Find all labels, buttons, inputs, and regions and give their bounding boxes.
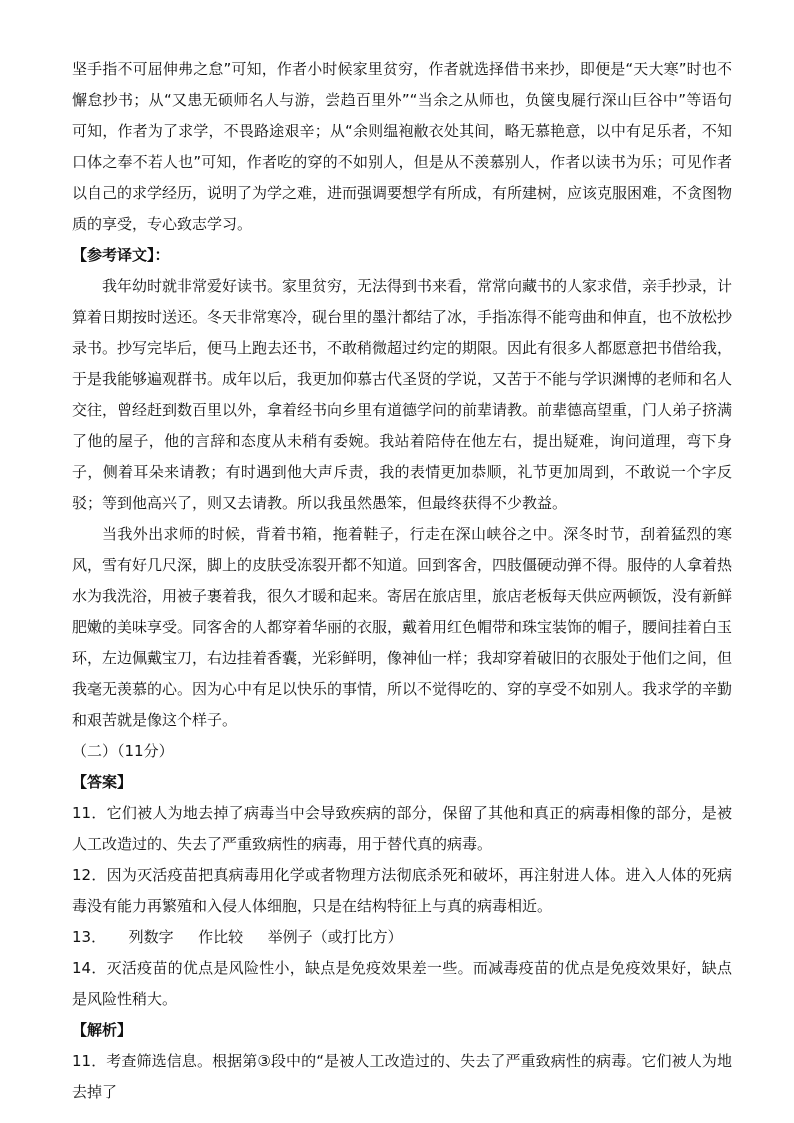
answer-14: 14．灭活疫苗的优点是风险性小，缺点是免疫效果差一些。而减毒疫苗的优点是免疫效果好，缺点是风险性稍大。 [72,959,732,1008]
translation-paragraph-1: 我年幼时就非常爱好读书。家里贫穷，无法得到书来看，常常向藏书的人家求借，亲手抄录，计算着日期按时送还。冬天非常寒冷，砚台里的墨汁都结了冰，手指冻得不能弯曲和伸直，也不放松抄录书。抄写完毕后，便马上跑去还书，不敢稍微超过约定的期限。因此有很多人都愿意把书借给我，于是我能够遍观群书。成年以后，我更加仰慕古代圣贤的学说，又苦于不能与学识渊博的老师和名人交往，曾经赶到数百里以外，拿着经书向乡里有道德学问的前辈请教。前辈德高望重，门人弟子挤满了他的屋子，他的言辞和态度从未稍有委婉。我站着陪侍在他左右，提出疑难，询问道理，弯下身子，侧着耳朵来请教；有时遇到他大声斥责，我的表情更加恭顺，礼节更加周到，不敢说一个字反驳；等到他高兴了，则又去请教。所以我虽然愚笨，但最终获得不少教益。 [72,277,733,512]
analysis-11: 11．考查筛选信息。根据第③段中的“是被人工改造过的、失去了严重致病性的病毒。它们被人为地去掉了 [72,1052,732,1101]
section-two-title: （二）（11分） [72,742,174,760]
answer-12: 12．因为灭活疫苗把真病毒用化学或者物理方法彻底杀死和破坏，再注射进人体。进入人体的死病毒没有能力再繁殖和入侵人体细胞，只是在结构特征上与真的病毒相近。 [72,866,732,915]
answer-11: 11．它们被人为地去掉了病毒当中会导致疾病的部分，保留了其他和真正的病毒相像的部分，是被人工改造过的、失去了严重致病性的病毒，用于替代真的病毒。 [72,804,732,853]
document-page [72,54,732,1108]
translation-paragraph-2: 当我外出求师的时候，背着书箱，拖着鞋子，行走在深山峡谷之中。深冬时节，刮着猛烈的寒风，雪有好几尺深，脚上的皮肤受冻裂开都不知道。回到客舍，四肢僵硬动弹不得。服侍的人拿着热水为我洗浴，用被子裹着我，很久才暖和起来。寄居在旅店里，旅店老板每天供应两顿饭，没有新鲜肥嫩的美味享受。同客舍的人都穿着华丽的衣服，戴着用红色帽带和珠宝装饰的帽子，腰间挂着白玉环，左边佩戴宝刀，右边挂着香囊，光彩鲜明，像神仙一样；我却穿着破旧的衣服处于他们之间，但我毫无羡慕的心。因为心中有足以快乐的事情，所以不觉得吃的、穿的享受不如别人。我求学的辛勤和艰苦就是像这个样子。 [72,525,733,729]
answer-13: 13． 列数字 作比较 举例子（或打比方） [72,928,403,946]
analysis-heading: 【解析】 [72,1021,133,1039]
translation-heading: 【参考译文】： [72,246,170,264]
intro-paragraph: 坚手指不可屈伸弗之怠”可知，作者小时候家里贫穷，作者就选择借书来抄，即便是“天大寒”时也不懈怠抄书；从“又患无硕师名人与游，尝趋百里外”“当余之从师也，负箧曳屣行深山巨谷中”等语句可知，作者为了求学，不畏路途艰辛；从“余则缊袍敝衣处其间，略无慕艳意，以中有足乐者，不知口体之奉不若人也”可知，作者吃的穿的不如别人，但是从不羡慕别人，作者以读书为乐；可见作者以自己的求学经历，说明了为学之难，进而强调要想学有所成，有所建树，应该克服困难，不贪图物质的享受，专心致志学习。 [72,60,733,233]
answer-heading: 【答案】 [72,773,133,791]
